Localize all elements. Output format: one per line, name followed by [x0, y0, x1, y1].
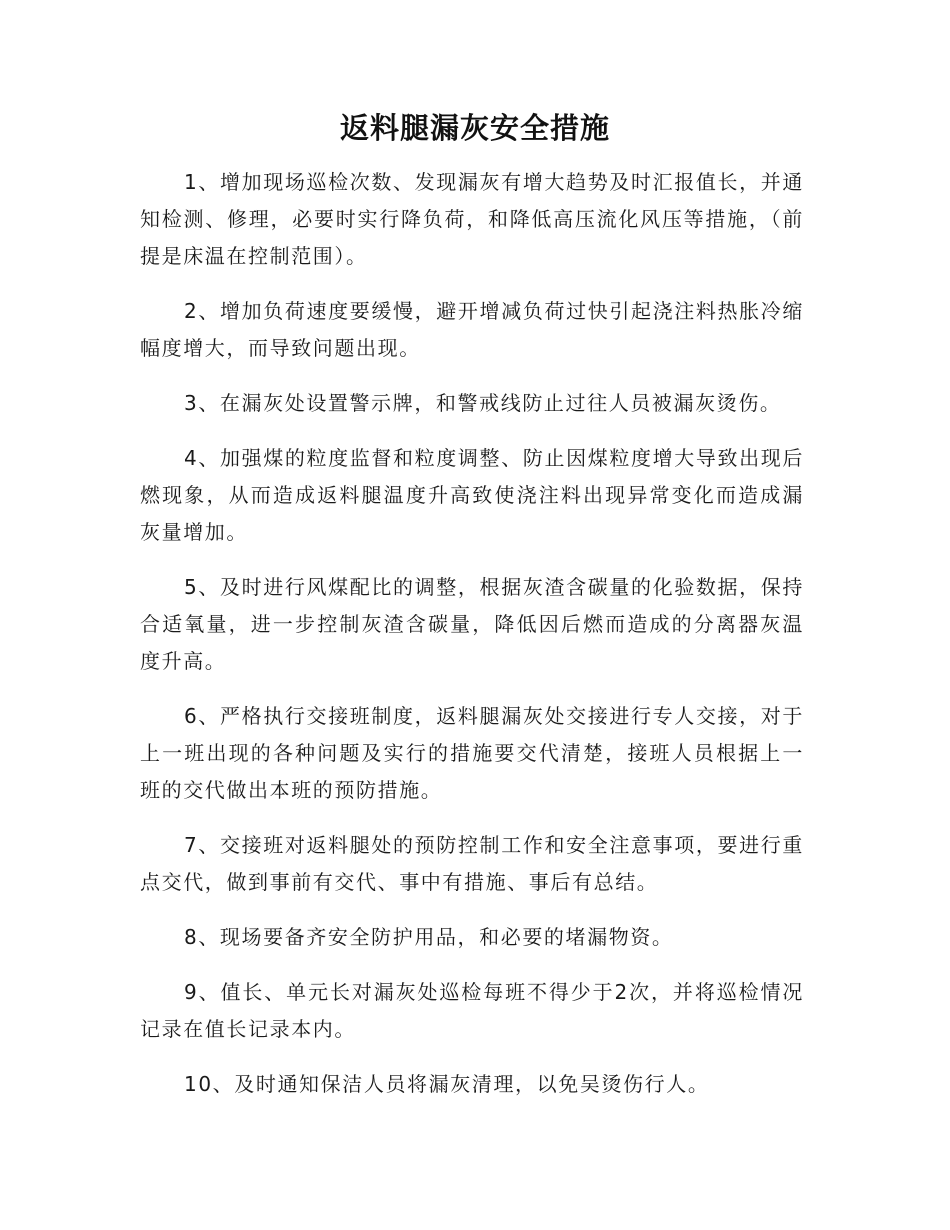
- paragraph-7: 7、交接班对返料腿处的预防控制工作和安全注意事项，要进行重点交代，做到事前有交代、事中有措施、事后有总结。: [140, 833, 804, 894]
- document-body: [140, 164, 804, 1121]
- paragraph-8: 8、现场要备齐安全防护用品，和必要的堵漏物资。: [184, 925, 674, 949]
- paragraph-3: 3、在漏灰处设置警示牌，和警戒线防止过往人员被漏灰烫伤。: [184, 391, 782, 415]
- paragraph-2: 2、增加负荷速度要缓慢，避开增减负荷过快引起浇注料热胀冷缩幅度增大，而导致问题出现。: [140, 299, 804, 360]
- paragraph-10: 10、及时通知保洁人员将漏灰清理，以免吴烫伤行人。: [184, 1072, 710, 1096]
- paragraph-1: 1、增加现场巡检次数、发现漏灰有增大趋势及时汇报值长，并通知检测、修理，必要时实行降负荷，和降低高压流化风压等措施，（前提是床温在控制范围）。: [140, 170, 804, 268]
- document-title: 返料腿漏灰安全措施: [339, 111, 610, 145]
- paragraph-6: 6、严格执行交接班制度，返料腿漏灰处交接进行专人交接，对于上一班出现的各种问题及实行的措施要交代清楚，接班人员根据上一班的交代做出本班的预防措施。: [140, 704, 804, 802]
- paragraph-9: 9、值长、单元长对漏灰处巡检每班不得少于2次，并将巡检情况记录在值长记录本内。: [140, 980, 804, 1041]
- paragraph-5: 5、及时进行风煤配比的调整，根据灰渣含碳量的化验数据，保持合适氧量，进一步控制灰渣含碳量，降低因后燃而造成的分离器灰温度升高。: [140, 575, 804, 673]
- paragraph-4: 4、加强煤的粒度监督和粒度调整、防止因煤粒度增大导致出现后燃现象，从而造成返料腿温度升高致使浇注料出现异常变化而造成漏灰量增加。: [140, 446, 804, 544]
